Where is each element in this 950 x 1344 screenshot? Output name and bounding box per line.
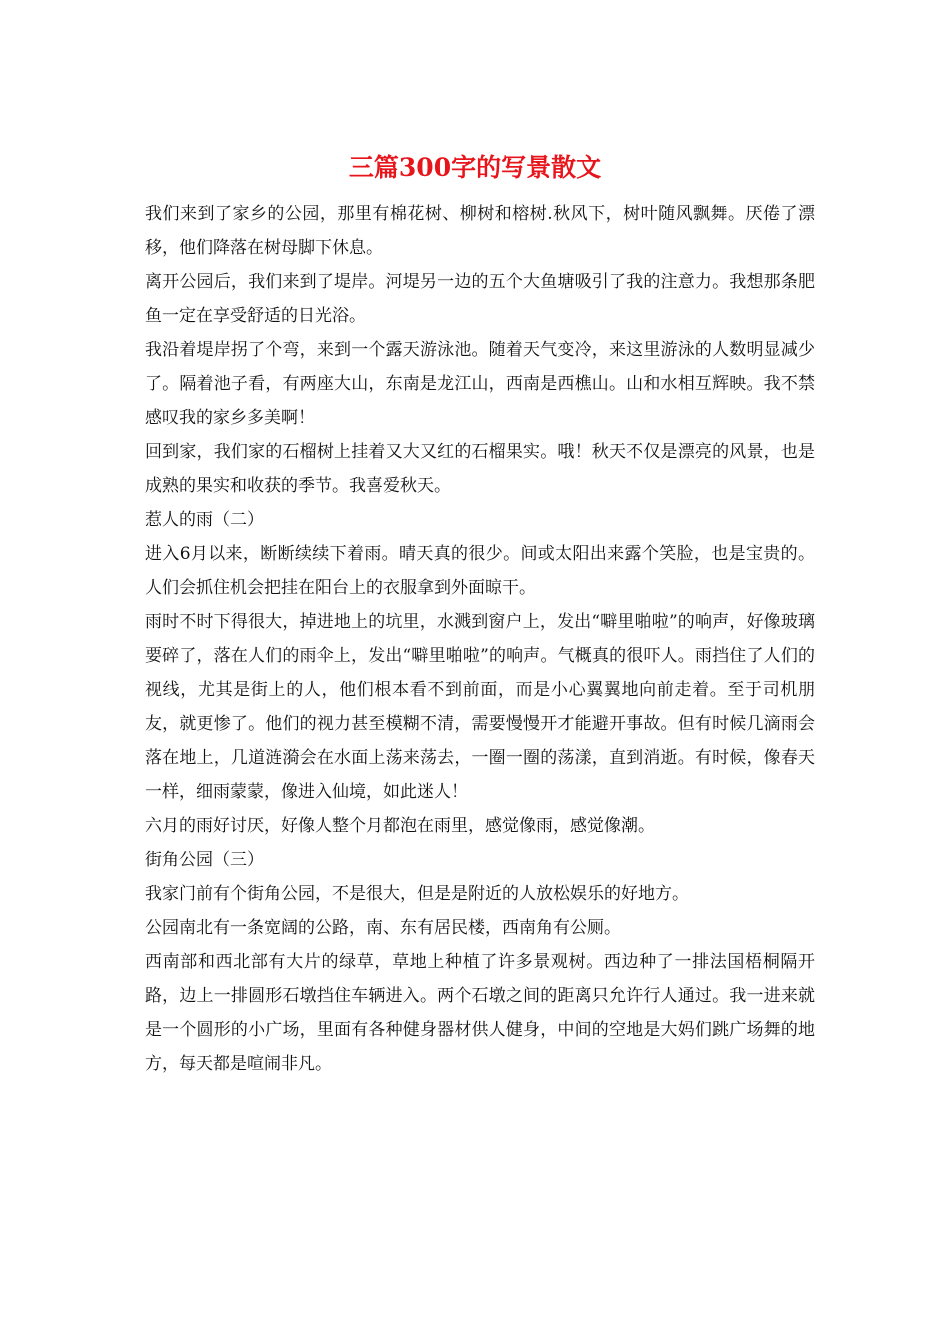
paragraph-10: 西南部和西北部有大片的绿草，草地上种植了许多景观树。西边种了一排法国梧桐隔开路，边上一排圆形石墩挡住车辆进入。两个石墩之间的距离只允许行人通过。我一进来就是一个圆形的小广场，里面有各种健身器材供人健身，中间的空地是大妈们跳广场舞的地方，每天都是喧闹非凡。	[145, 952, 815, 1074]
document-body	[145, 197, 815, 1081]
section-heading-2: 惹人的雨（二）	[145, 510, 264, 530]
paragraph-4: 回到家，我们家的石榴树上挂着又大又红的石榴果实。哦！秋天不仅是漂亮的风景，也是成熟的果实和收获的季节。我喜爱秋天。	[145, 442, 815, 496]
paragraph-7: 六月的雨好讨厌，好像人整个月都泡在雨里，感觉像雨，感觉像潮。	[145, 816, 655, 836]
paragraph-9: 公园南北有一条宽阔的公路，南、东有居民楼，西南角有公厕。	[145, 918, 621, 938]
paragraph-5: 进入6月以来，断断续续下着雨。晴天真的很少。间或太阳出来露个笑脸，也是宝贵的。人们会抓住机会把挂在阳台上的衣服拿到外面晾干。	[145, 544, 815, 598]
paragraph-8: 我家门前有个街角公园，不是很大，但是是附近的人放松娱乐的好地方。	[145, 884, 689, 904]
document-title: 三篇300字的写景散文	[348, 153, 602, 182]
paragraph-1: 我们来到了家乡的公园，那里有棉花树、柳树和榕树.秋风下，树叶随风飘舞。厌倦了漂移，他们降落在树母脚下休息。	[145, 204, 815, 258]
paragraph-6: 雨时不时下得很大，掉进地上的坑里，水溅到窗户上，发出“噼里啪啦”的响声，好像玻璃要碎了，落在人们的雨伞上，发出“噼里啪啦”的响声。气概真的很吓人。雨挡住了人们的视线，尤其是街上的人，他们根本看不到前面，而是小心翼翼地向前走着。至于司机朋友，就更惨了。他们的视力甚至模糊不清，需要慢慢开才能避开事故。但有时候几滴雨会落在地上，几道涟漪会在水面上荡来荡去，一圈一圈的荡漾，直到消逝。有时候，像春天一样，细雨蒙蒙，像进入仙境，如此迷人！	[145, 612, 815, 802]
section-heading-3: 街角公园（三）	[145, 850, 264, 870]
paragraph-2: 离开公园后，我们来到了堤岸。河堤另一边的五个大鱼塘吸引了我的注意力。我想那条肥鱼一定在享受舒适的日光浴。	[145, 272, 815, 326]
paragraph-3: 我沿着堤岸拐了个弯，来到一个露天游泳池。随着天气变冷，来这里游泳的人数明显减少了。隔着池子看，有两座大山，东南是龙江山，西南是西樵山。山和水相互辉映。我不禁感叹我的家乡多美啊！	[145, 340, 815, 428]
